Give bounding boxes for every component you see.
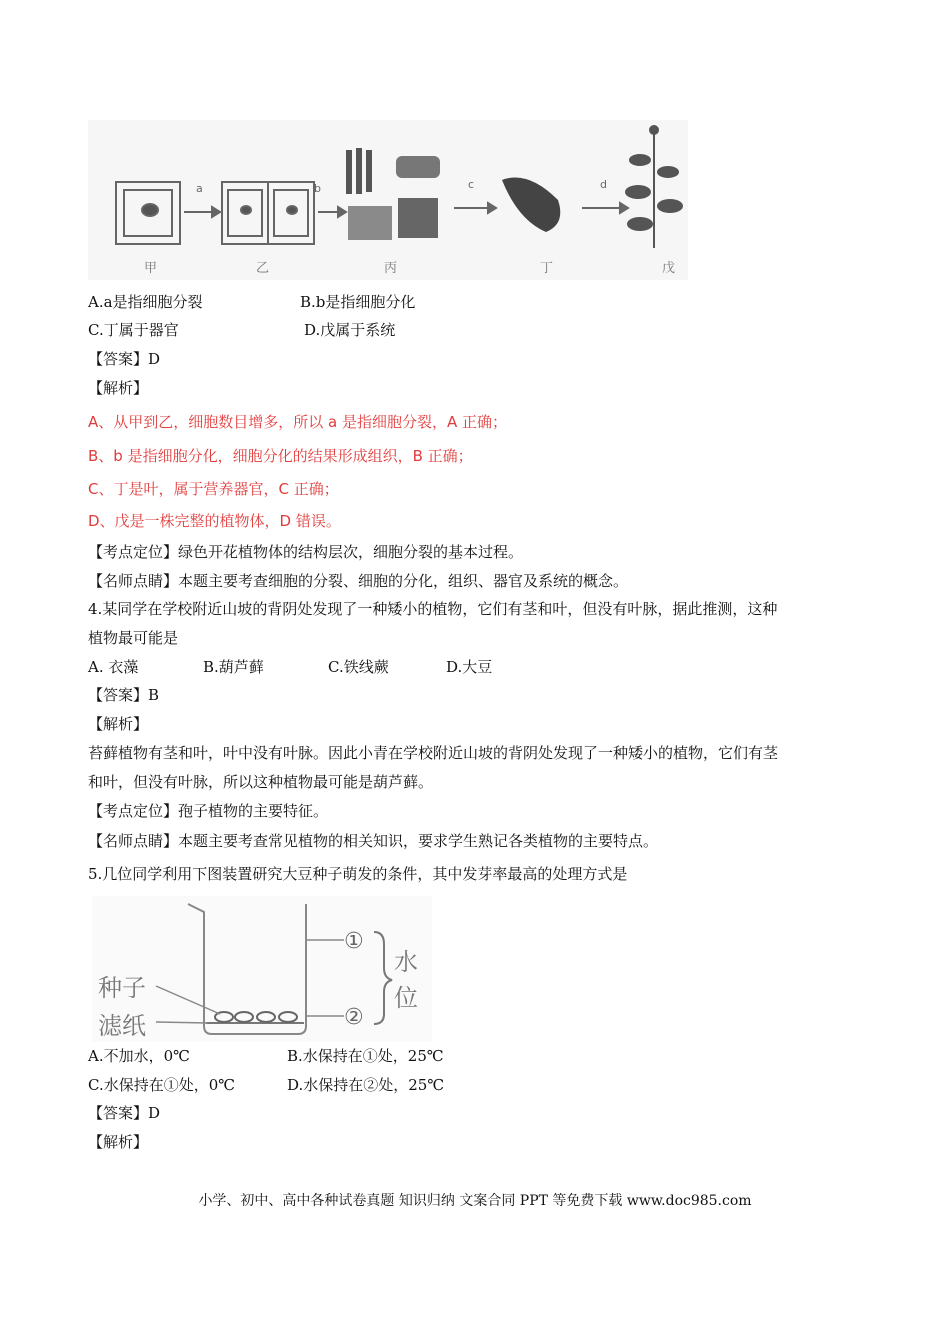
arrow-label-b: b <box>314 182 321 195</box>
q3-analysis-b: B、b 是指细胞分化，细胞分化的结果形成组织，B 正确； <box>88 447 473 465</box>
q3-option-d: D.戊属于系统 <box>304 321 396 339</box>
stage-label-yi: 乙 <box>256 261 270 276</box>
q5-option-c: C.水保持在①处，0℃ <box>88 1076 236 1094</box>
stage-label-jia: 甲 <box>144 261 158 276</box>
arrow-label-d: d <box>600 178 607 191</box>
q5-analysis-label: 【解析】 <box>88 1133 149 1151</box>
water-level-label-2: 位 <box>394 984 418 1012</box>
q3-analysis-d: D、戊是一株完整的植物体，D 错误。 <box>88 512 341 530</box>
water-mark-1: ① <box>344 929 364 954</box>
structure-levels-figure <box>88 120 688 280</box>
seed-germination-figure <box>92 896 432 1042</box>
q5-option-d: D.水保持在②处，25℃ <box>287 1076 445 1094</box>
arrow-label-a: a <box>196 182 203 195</box>
q5-option-a: A.不加水，0℃ <box>88 1047 190 1065</box>
q3-point: 【考点定位】绿色开花植物体的结构层次，细胞分裂的基本过程。 <box>88 543 524 561</box>
q4-stem-line2: 植物最可能是 <box>88 629 179 647</box>
stage-label-wu: 戊 <box>662 261 676 276</box>
water-level-label-1: 水 <box>394 948 418 976</box>
q3-tip: 【名师点睛】本题主要考查细胞的分裂、细胞的分化，组织、器官及系统的概念。 <box>88 572 629 590</box>
q4-stem-line1: 4.某同学在学校附近山坡的背阴处发现了一种矮小的植物，它们有茎和叶，但没有叶脉，据此推测，这种 <box>88 600 778 618</box>
q4-option-c: C.铁线蕨 <box>328 658 389 676</box>
q3-option-a: A.a是指细胞分裂 <box>88 293 203 311</box>
q3-option-c: C.丁属于器官 <box>88 321 179 339</box>
q3-answer: 【答案】D <box>88 350 161 368</box>
q4-option-b: B.葫芦藓 <box>203 658 264 676</box>
q5-option-b: B.水保持在①处，25℃ <box>287 1047 444 1065</box>
q4-tip: 【名师点睛】本题主要考查常见植物的相关知识，要求学生熟记各类植物的主要特点。 <box>88 832 659 850</box>
q4-analysis-line2: 和叶，但没有叶脉，所以这种植物最可能是葫芦藓。 <box>88 773 434 791</box>
q3-analysis-label: 【解析】 <box>88 379 149 397</box>
seed-label: 种子 <box>98 974 146 1002</box>
water-mark-2: ② <box>344 1005 364 1030</box>
q4-analysis-label: 【解析】 <box>88 715 149 733</box>
q3-option-b: B.b是指细胞分化 <box>300 293 416 311</box>
stage-label-ding: 丁 <box>540 261 554 276</box>
q4-answer: 【答案】B <box>88 686 160 704</box>
q5-answer: 【答案】D <box>88 1104 161 1122</box>
q4-analysis-line1: 苔藓植物有茎和叶，叶中没有叶脉。因此小青在学校附近山坡的背阴处发现了一种矮小的植物，它们有茎 <box>88 744 779 762</box>
q4-option-d: D.大豆 <box>446 658 493 676</box>
q5-stem: 5.几位同学利用下图装置研究大豆种子萌发的条件，其中发芽率最高的处理方式是 <box>88 865 628 883</box>
stage-label-bing: 丙 <box>384 261 398 276</box>
q3-analysis-c: C、丁是叶，属于营养器官，C 正确； <box>88 480 339 498</box>
q3-analysis-a: A、从甲到乙，细胞数目增多，所以 a 是指细胞分裂，A 正确； <box>88 413 508 431</box>
page-footer: 小学、初中、高中各种试卷真题 知识归纳 文案合同 PPT 等免费下载 www.doc985.com <box>198 1193 752 1209</box>
filter-paper-label: 滤纸 <box>98 1012 146 1040</box>
q4-option-a: A. 衣藻 <box>88 658 139 676</box>
q4-point: 【考点定位】孢子植物的主要特征。 <box>88 802 329 820</box>
arrow-label-c: c <box>468 178 475 191</box>
